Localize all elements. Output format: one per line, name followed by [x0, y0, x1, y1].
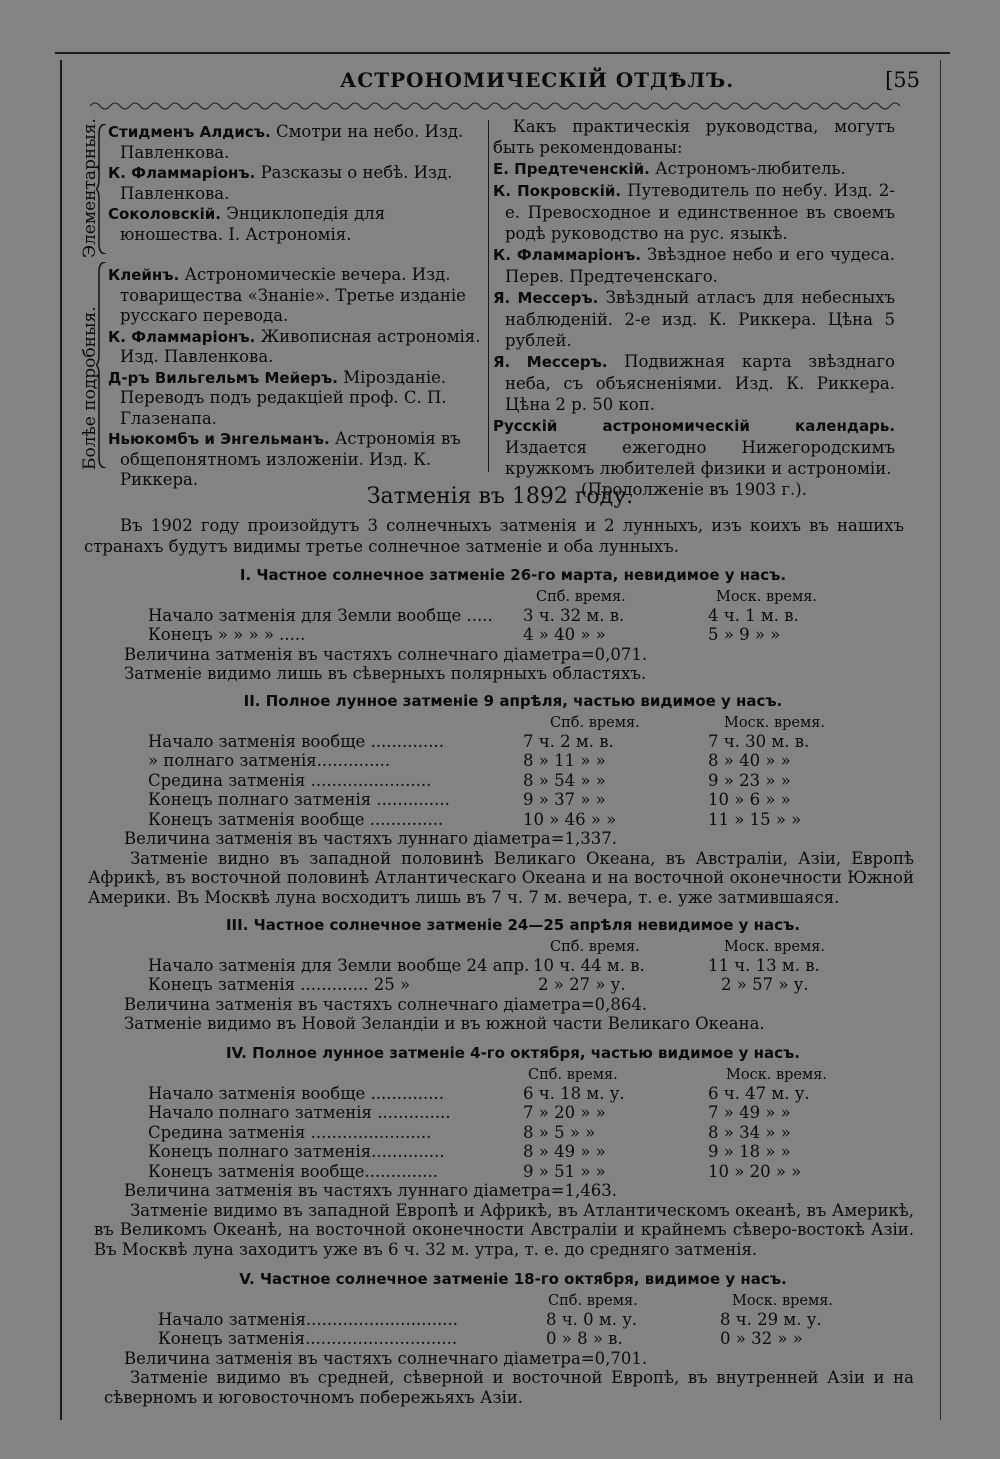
col-msk-header: Моск. время.: [732, 1292, 834, 1309]
eclipse-heading: IV. Полное лунное затменіе 4-го октября, частью видимое у насъ.: [226, 1044, 800, 1062]
book-entry: Я. Мессеръ. Звѣздный атласъ для небесныхъ наблюденій. 2-е изд. К. Риккера. Цѣна 5 рублей.: [493, 288, 895, 350]
eclipse-note: Величина затменія въ частяхъ луннаго діаметра=1,463.: [124, 1181, 618, 1200]
eclipse-note: Затменіе видимо въ средней, сѣверной и восточной Европѣ, въ внутренней Азіи и на сѣверномъ и юговосточномъ побережьяхъ Азіи.: [104, 1368, 914, 1407]
continued-note: (Продолженіе въ 1903 г.).: [581, 480, 807, 499]
col-msk-header: Моск. время.: [724, 938, 826, 955]
eclipse-heading: V. Частное солнечное затменіе 18-го октября, видимое у насъ.: [239, 1270, 787, 1288]
table-row: Конецъ полнаго затменія.............. 8 » 49 » » 9 » 18 » »: [148, 1142, 791, 1161]
col-spb-header: Спб. время.: [550, 714, 640, 731]
table-row: Средина затменія ....................... 8 » 5 » » 8 » 34 » »: [148, 1122, 791, 1142]
eclipse-note: Величина затменія въ частяхъ солнечнаго діаметра=0,701.: [124, 1348, 648, 1368]
table-row: Начало полнаго затменія .............. 7 » 20 » » 7 » 49 » »: [148, 1103, 791, 1122]
eclipse-note: Затменіе видимо въ Новой Зеландіи и въ южной части Великаго Океана.: [124, 1014, 765, 1033]
group-label-detailed: Болѣе подробныя.: [80, 306, 100, 470]
eclipse-section: [118, 916, 908, 1034]
left-column: [108, 122, 486, 491]
table-row: Средина затменія ....................... 8 » 54 » » 9 » 23 » »: [148, 770, 791, 790]
book-entry: Соколовскій. Энциклопедія для юношества. I. Астрономія.: [108, 204, 386, 244]
frame-top-rule: [55, 52, 950, 54]
brace-elementary: [96, 124, 108, 254]
table-row: Начало затменія для Земли вообще 24 апр. 10 ч. 44 м. в. 11 ч. 13 м. в.: [148, 955, 820, 975]
brace-detailed: [96, 262, 108, 468]
recommendation-intro: Какъ практическія руководства, могутъ быть рекомендованы:: [493, 117, 895, 157]
eclipse-note: Затменіе видимо лишь въ сѣверныхъ полярныхъ областяхъ.: [124, 664, 647, 683]
table-row: Конецъ » » » » ..... 4 » 40 » » 5 » 9 » »: [148, 625, 781, 644]
eclipse-note: Величина затменія въ частяхъ солнечнаго діаметра=0,071.: [124, 644, 648, 664]
eclipse-section: [118, 566, 908, 684]
eclipse-heading: I. Частное солнечное затменіе 26-го марта, невидимое у насъ.: [239, 566, 787, 584]
eclipse-heading: III. Частное солнечное затменіе 24—25 апрѣля невидимое у насъ.: [225, 916, 801, 934]
table-row: Начало затменія для Земли вообще ..... 3 ч. 32 м. в. 4 ч. 1 м. в.: [148, 605, 799, 625]
eclipse-note: Величина затменія въ частяхъ луннаго діаметра=1,337.: [124, 829, 618, 848]
col-spb-header: Спб. время.: [528, 1066, 618, 1083]
eclipse-note: Затменіе видимо въ западной Европѣ и Африкѣ, въ Атлантическомъ океанѣ, въ Америкѣ, въ Великомъ Океанѣ, на восточной оконечности Австраліи и крайнемъ сѣверо-востокѣ Азіи. Въ Москвѣ луна заходитъ уже въ 6 ч. 32 м. утра, т. е. до средняго затменія.: [94, 1200, 914, 1259]
page-number: [55: [885, 68, 920, 92]
page-header: [70, 68, 930, 98]
eclipse-section: [94, 1044, 914, 1259]
table-row: Начало затменія вообще .............. 7 ч. 2 м. в. 7 ч. 30 м. в.: [148, 731, 810, 751]
book-entry: Ньюкомбъ и Энгельманъ. Астрономія въ общепонятномъ изложеніи. Изд. К. Риккера.: [108, 429, 461, 489]
table-row: » полнаго затменія.............. 8 » 11 » » 8 » 40 » »: [148, 751, 791, 770]
book-entry: Я. Мессеръ. Подвижная карта звѣзднаго неба, съ объясненіями. Изд. К. Риккера. Цѣна 2 р. 50 коп.: [493, 352, 895, 414]
frame-right-rule: [940, 60, 941, 1420]
table-row: Начало затменія............................. 8 ч. 0 м. у. 8 ч. 29 м. у.: [158, 1309, 822, 1329]
column-divider: [488, 120, 489, 472]
book-entry: Стидменъ Алдисъ. Смотри на небо. Изд. Павленкова.: [108, 122, 464, 162]
book-entry: К. Фламмаріонъ. Живописная астрономія. Изд. Павленкова.: [108, 326, 481, 366]
col-spb-header: Спб. время.: [536, 588, 626, 605]
book-entry: Д-ръ Вильгельмъ Мейеръ. Мірозданіе. Переводъ подъ редакціей проф. С. П. Глазенапа.: [108, 367, 447, 428]
right-column: [493, 116, 895, 500]
table-row: Конецъ затменія............................. 0 » 8 » в. 0 » 32 » »: [158, 1329, 803, 1348]
col-spb-header: Спб. время.: [548, 1292, 638, 1309]
table-row: Начало затменія вообще .............. 6 ч. 18 м. у. 6 ч. 47 м. у.: [148, 1083, 810, 1103]
group-label-elementary: Элементарныя.: [80, 118, 100, 258]
col-spb-header: Спб. время.: [550, 938, 640, 955]
table-row: Конецъ затменія вообще.............. 9 » 51 » » 10 » 20 » »: [148, 1161, 802, 1181]
eclipses-intro: Въ 1902 году произойдутъ 3 солнечныхъ затменія и 2 лунныхъ, изъ коихъ въ нашихъ странахъ будутъ видимы третье солнечное затменіе и оба лунныхъ.: [84, 516, 904, 556]
eclipse-section: [88, 692, 914, 907]
col-msk-header: Моск. время.: [726, 1066, 828, 1083]
table-row: Конецъ затменія вообще .............. 10 » 46 » » 11 » 15 » »: [148, 809, 802, 829]
eclipses-title: Затменія въ 1892 году.: [366, 484, 634, 509]
book-entry: Е. Предтеченскій. Астрономъ-любитель.: [493, 159, 846, 178]
col-msk-header: Моск. время.: [724, 714, 826, 731]
book-entry: К. Фламмаріонъ. Разсказы о небѣ. Изд. Павленкова.: [108, 163, 453, 203]
col-msk-header: Моск. время.: [716, 588, 818, 605]
eclipse-section: [104, 1270, 914, 1407]
table-row: Конецъ полнаго затменія .............. 9 » 37 » » 10 » 6 » »: [148, 790, 791, 809]
eclipse-note: Затменіе видно въ западной половинѣ Великаго Океана, въ Австраліи, Азіи, Европѣ Африкѣ, въ восточной половинѣ Атлантическаго Океана и на восточной оконечности Южной Америки. Въ Москвѣ луна восходитъ лишь въ 7 ч. 7 м. вечера, т. е. уже затмившаяся.: [88, 848, 914, 907]
eclipse-heading: II. Полное лунное затменіе 9 апрѣля, частью видимое у насъ.: [243, 692, 783, 710]
book-entry: Клейнъ. Астрономическіе вечера. Изд. товарищества «Знаніе». Третье изданіе русскаго перевода.: [108, 265, 466, 325]
wavy-divider: [90, 100, 900, 112]
book-entry: К. Фламмаріонъ. Звѣздное небо и его чудеса. Перев. Предтеченскаго.: [493, 245, 896, 286]
table-row: Конецъ затменія ............. 25 » 2 » 27 » у. 2 » 57 » у.: [148, 975, 809, 994]
frame-left-rule: [60, 60, 62, 1420]
book-entry: К. Покровскій. Путеводитель по небу. Изд. 2-е. Превосходное и единственное въ своемъ родѣ руководство на рус. языкѣ.: [493, 181, 895, 243]
eclipse-note: Величина затменія въ частяхъ солнечнаго діаметра=0,864.: [124, 994, 648, 1014]
book-entry: Русскій астрономическій календарь. Издается ежегодно Нижегородскимъ кружкомъ любителей физики и астрономіи.: [493, 417, 895, 478]
section-title: АСТРОНОМИЧЕСКІЙ ОТДѢЛЪ.: [340, 68, 735, 92]
